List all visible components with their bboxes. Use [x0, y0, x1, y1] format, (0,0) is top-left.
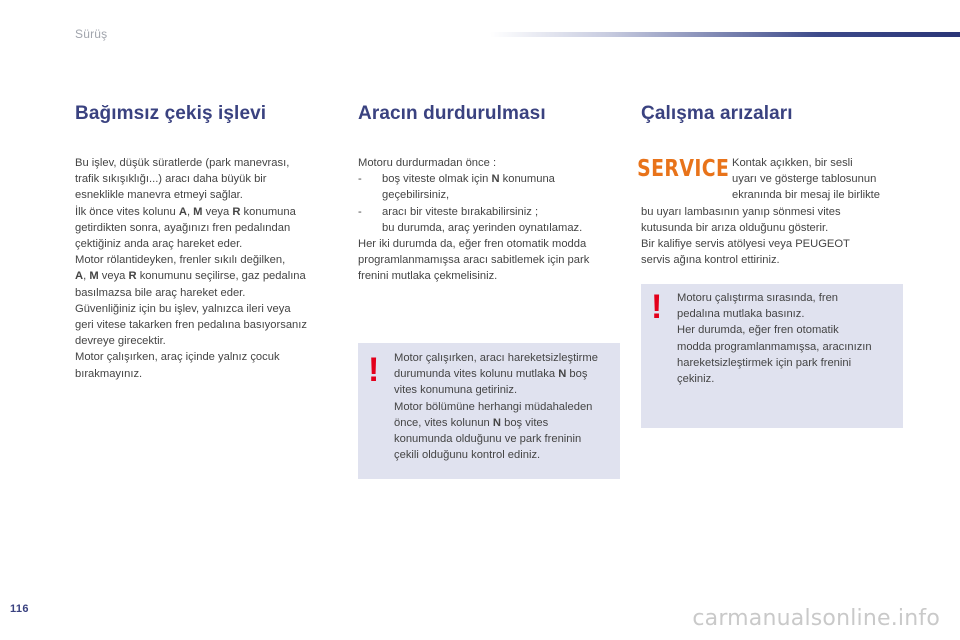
list-dash: - [358, 173, 362, 186]
header-bar [490, 32, 960, 37]
warning-icon: ! [651, 288, 663, 326]
text-line: Bu işlev, düşük süratlerde (park manevrası, [75, 157, 290, 169]
text-line: getirdikten sonra, ayağınızı fren pedalından [75, 221, 291, 234]
text-line: geri vitese takarken fren pedalına basıyorsanız [75, 319, 307, 332]
service-label: SERVICE [636, 156, 730, 182]
text-line: İlk önce vites kolunu A, M veya R konumuna [75, 205, 296, 218]
heading-independent-drive: Bağımsız çekiş işlevi [75, 103, 267, 124]
text-line: frenini mutlaka çekmelisiniz. [358, 270, 498, 283]
paragraph-stopping-vehicle [358, 155, 620, 285]
list-dash: - [358, 205, 362, 218]
wrapped-text [732, 155, 906, 204]
text-line: boş viteste olmak için N konumuna [382, 173, 555, 186]
text-line: aracı bir viteste bırakabilirsiniz ; [382, 205, 539, 218]
warning-notice-stopping [358, 343, 620, 479]
text-line: trafik sıkışıklığı...) aracı daha büyük bir [75, 173, 267, 186]
heading-stopping-vehicle: Aracın durdurulması [358, 103, 546, 124]
column-independent-drive [75, 103, 340, 382]
watermark: carmanualsonline.info [692, 606, 940, 631]
column-stopping-vehicle [358, 103, 620, 285]
text-line: A, M veya R konumunu seçilirse, gaz pedalına [75, 270, 306, 283]
section-label: Sürüş [75, 27, 108, 41]
text-line: bu uyarı lambasının yanıp sönmesi vites [641, 205, 841, 218]
text-line: servis ağına kontrol ettiriniz. [641, 254, 780, 267]
list-item [358, 171, 620, 203]
page-number: 116 [10, 603, 29, 615]
text-line: çektiğiniz anda araç hareket eder. [75, 238, 243, 251]
text-line: Motor rölantideyken, frenler sıkılı değilken, [75, 254, 286, 267]
text-line: ekranında bir mesaj ile birlikte [732, 189, 880, 202]
text-line: bu durumda, araç yerinden oynatılamaz. [382, 221, 583, 234]
notice-text: Motoru çalıştırma sırasında, fren pedalına mutlaka basınız. Her durumda, eğer fren otomatik modda programlanmamışsa, aracınızın hareketsizleştirmek için park frenini çekiniz. [677, 292, 872, 386]
text-line: basılmazsa bile araç hareket eder. [75, 286, 246, 299]
text-line: Kontak açıkken, bir sesli [732, 157, 853, 169]
text-line: bırakmayınız. [75, 367, 143, 380]
column-malfunctions [641, 103, 906, 268]
text-line: kutusunda bir arıza olduğunu gösterir. [641, 221, 829, 234]
text-line: Motoru durdurmadan önce : [358, 157, 497, 169]
text-line: Motor çalışırken, araç içinde yalnız çocuk [75, 351, 280, 364]
text-line: programlanmamışsa aracı sabitlemek için park [358, 254, 590, 267]
warning-notice-malfunction [641, 284, 903, 428]
text-line: uyarı ve gösterge tablosunun [732, 173, 877, 186]
text-line: geçebilirsiniz, [382, 189, 450, 202]
text-line: Her iki durumda da, eğer fren otomatik modda [358, 238, 587, 251]
text-line: devreye girecektir. [75, 335, 166, 348]
text-line: esneklikle manevra etmeyi sağlar. [75, 189, 243, 202]
service-warning-icon [636, 155, 730, 183]
heading-malfunctions: Çalışma arızaları [641, 103, 793, 124]
text-line: Bir kalifiye servis atölyesi veya PEUGEOT [641, 238, 850, 251]
paragraph-independent-drive [75, 155, 340, 382]
text-line: Güvenliğiniz için bu işlev, yalnızca ileri veya [75, 302, 291, 315]
notice-text: Motor çalışırken, aracı hareketsizleştirme durumunda vites kolunu mutlaka N boş vites konumuna getiriniz. Motor bölümüne herhangi müdahaleden önce, vites kolunun N boş vites konumunda olduğunu ve park freninin çekili olduğunu kontrol ediniz. [394, 352, 598, 462]
list-item [358, 204, 620, 236]
warning-icon: ! [368, 351, 380, 389]
